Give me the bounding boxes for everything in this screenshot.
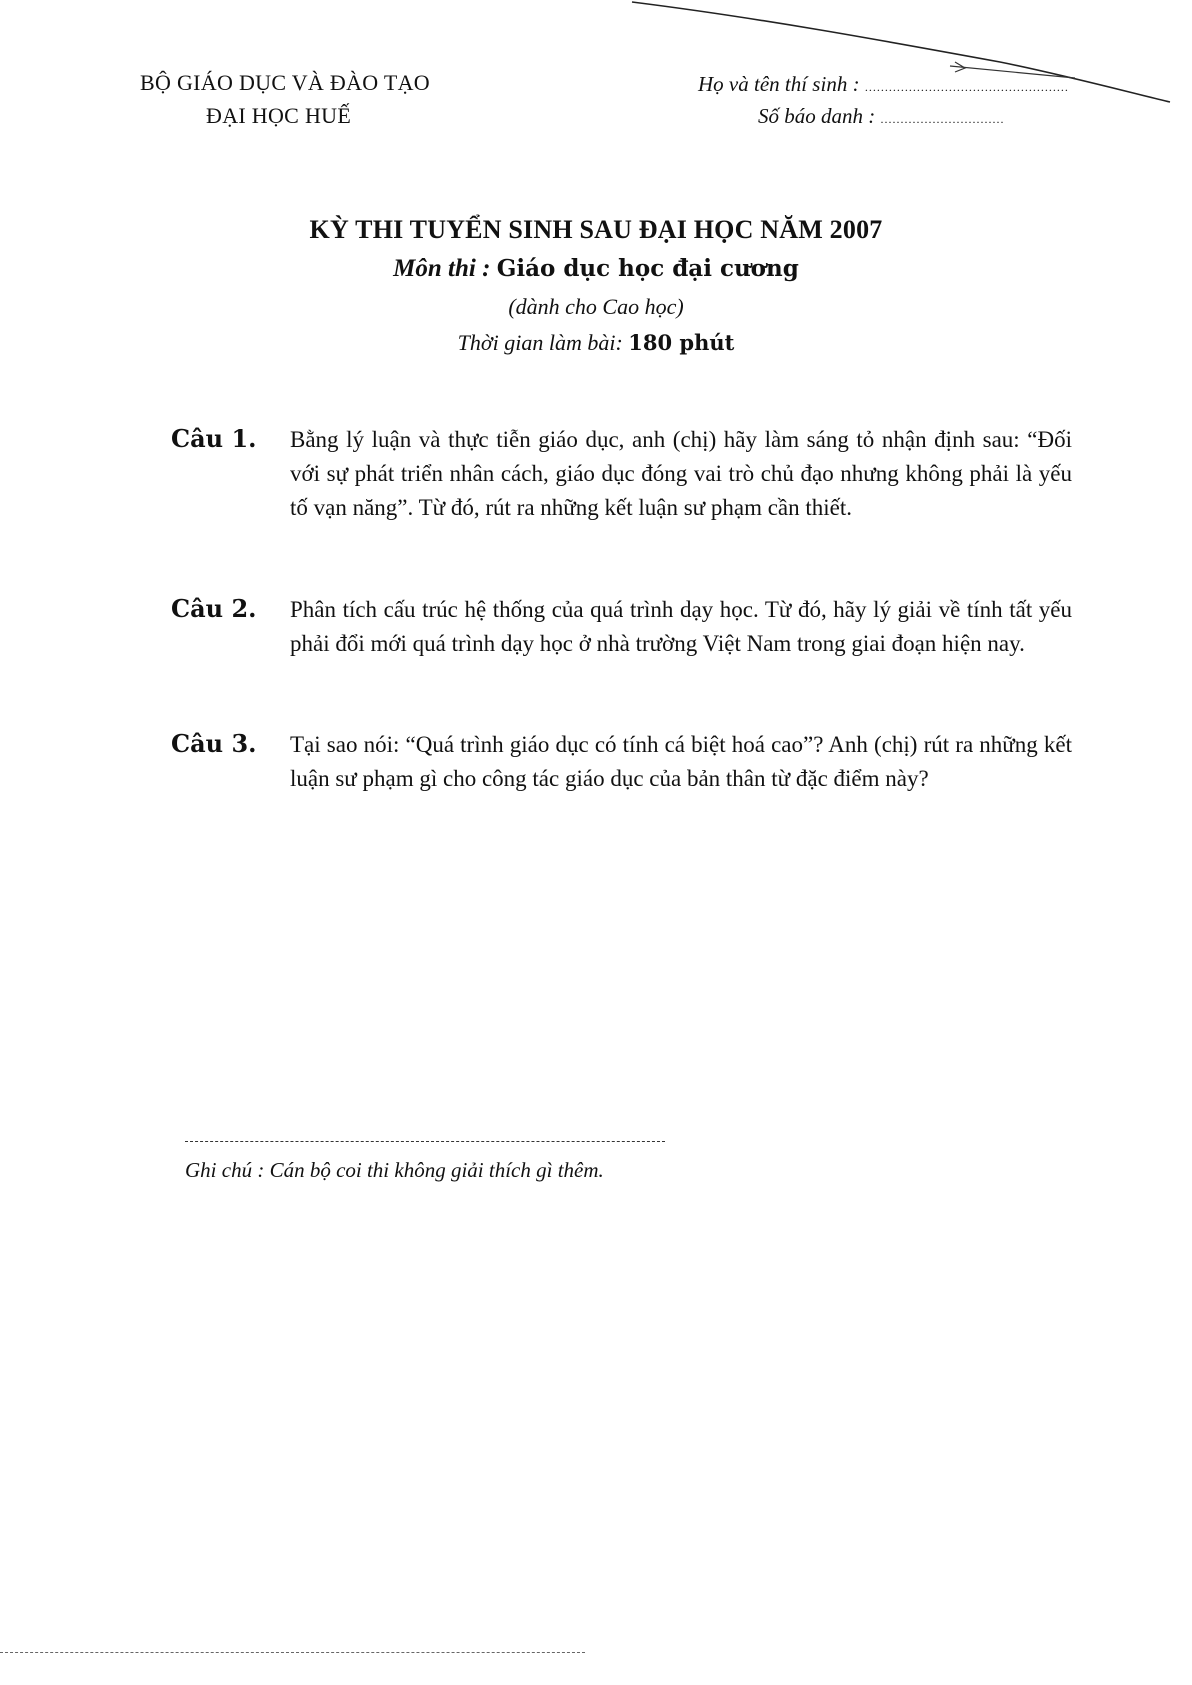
note-divider [185, 1141, 665, 1142]
scan-edge-line [0, 1652, 585, 1653]
proctor-note: Ghi chú : Cán bộ coi thi không giải thích gì thêm. [185, 1158, 604, 1182]
exam-duration [0, 330, 1192, 356]
duration-label: Thời gian làm bài: [457, 330, 623, 355]
ministry-name: BỘ GIÁO DỤC VÀ ĐÀO TẠO [140, 70, 430, 95]
pen-stroke-mark [0, 0, 1192, 120]
duration-value: 180 phút [628, 330, 735, 355]
question-1-text: Bằng lý luận và thực tiễn giáo dục, anh (chị) hãy làm sáng tỏ nhận định sau: “Đối với sự phát triển nhân cách, giáo dục đóng vai trò chủ đạo nhưng không phải là yếu tố vạn năng”. Từ đó, rút ra những kết luận sư phạm cần thiết. [290, 427, 1072, 520]
candidate-id-blank: ............................... [880, 112, 1005, 126]
candidate-name-label: Họ và tên thí sinh : [698, 72, 860, 96]
candidate-id-field [758, 104, 1005, 129]
subject-value: Giáo dục học đại cương [496, 255, 799, 282]
question-1-label: Câu 1. [171, 424, 257, 453]
candidate-name-blank: ................................................... [864, 80, 1069, 94]
candidate-id-label: Số báo danh : [758, 104, 876, 128]
candidate-name-field [698, 72, 1069, 97]
question-3-label: Câu 3. [171, 729, 257, 758]
university-name: ĐẠI HỌC HUẾ [206, 103, 352, 128]
subject-label: Môn thi : [393, 255, 491, 282]
question-3-text: Tại sao nói: “Quá trình giáo dục có tính cá biệt hoá cao”? Anh (chị) rút ra những kết luận sư phạm gì cho công tác giáo dục của bản thân từ đặc điểm này? [290, 732, 1072, 791]
question-2-text: Phân tích cấu trúc hệ thống của quá trình dạy học. Từ đó, hãy lý giải về tính tất yếu phải đổi mới quá trình dạy học ở nhà trường Việt Nam trong giai đoạn hiện nay. [290, 597, 1072, 656]
exam-subject [0, 255, 1192, 283]
question-2-label: Câu 2. [171, 594, 257, 623]
exam-audience: (dành cho Cao học) [508, 294, 684, 319]
exam-title: KỲ THI TUYỂN SINH SAU ĐẠI HỌC NĂM 2007 [309, 215, 883, 244]
